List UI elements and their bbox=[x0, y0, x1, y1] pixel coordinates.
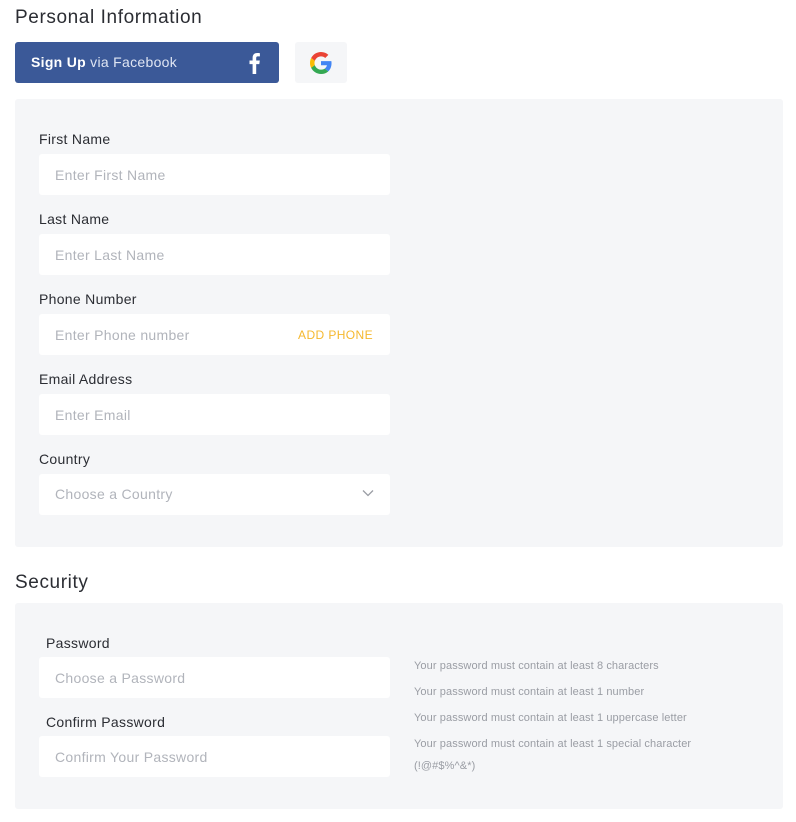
first-name-label: First Name bbox=[39, 131, 111, 147]
facebook-signup-label-strong: Sign Up bbox=[31, 54, 86, 70]
confirm-password-field bbox=[39, 736, 390, 777]
email-input[interactable] bbox=[39, 394, 390, 435]
password-input[interactable] bbox=[39, 657, 390, 698]
facebook-icon bbox=[247, 52, 261, 74]
password-requirement: Your password must contain at least 8 characters bbox=[414, 660, 659, 672]
last-name-label: Last Name bbox=[39, 211, 110, 227]
confirm-password-label: Confirm Password bbox=[46, 714, 166, 730]
personal-information-title: Personal Information bbox=[15, 7, 203, 28]
password-label: Password bbox=[46, 635, 110, 651]
chevron-down-icon bbox=[362, 489, 374, 497]
google-signup-button[interactable] bbox=[295, 42, 347, 83]
personal-information-panel bbox=[15, 99, 783, 547]
password-requirement: Your password must contain at least 1 uppercase letter bbox=[414, 712, 687, 724]
facebook-signup-label-rest: via Facebook bbox=[85, 54, 178, 70]
confirm-password-input[interactable] bbox=[39, 736, 390, 777]
last-name-field bbox=[39, 234, 390, 275]
password-requirements bbox=[414, 655, 734, 781]
country-select-value: Choose a Country bbox=[55, 486, 173, 502]
facebook-signup-button[interactable] bbox=[15, 42, 279, 83]
google-icon bbox=[310, 52, 332, 74]
password-requirement: Your password must contain at least 1 number bbox=[414, 686, 645, 698]
country-select[interactable] bbox=[39, 474, 390, 515]
email-field bbox=[39, 394, 390, 435]
country-label: Country bbox=[39, 451, 91, 467]
add-phone-button[interactable]: ADD PHONE bbox=[298, 328, 373, 342]
last-name-input[interactable] bbox=[39, 234, 390, 275]
first-name-input[interactable] bbox=[39, 154, 390, 195]
security-title: Security bbox=[15, 572, 89, 593]
phone-number-label: Phone Number bbox=[39, 291, 137, 307]
security-panel bbox=[15, 603, 783, 809]
first-name-field bbox=[39, 154, 390, 195]
email-address-label: Email Address bbox=[39, 371, 133, 387]
facebook-signup-label bbox=[31, 54, 177, 70]
password-field bbox=[39, 657, 390, 698]
password-requirement: Your password must contain at least 1 special character (!@#$%^&*) bbox=[414, 738, 692, 772]
phone-number-field bbox=[39, 314, 390, 355]
